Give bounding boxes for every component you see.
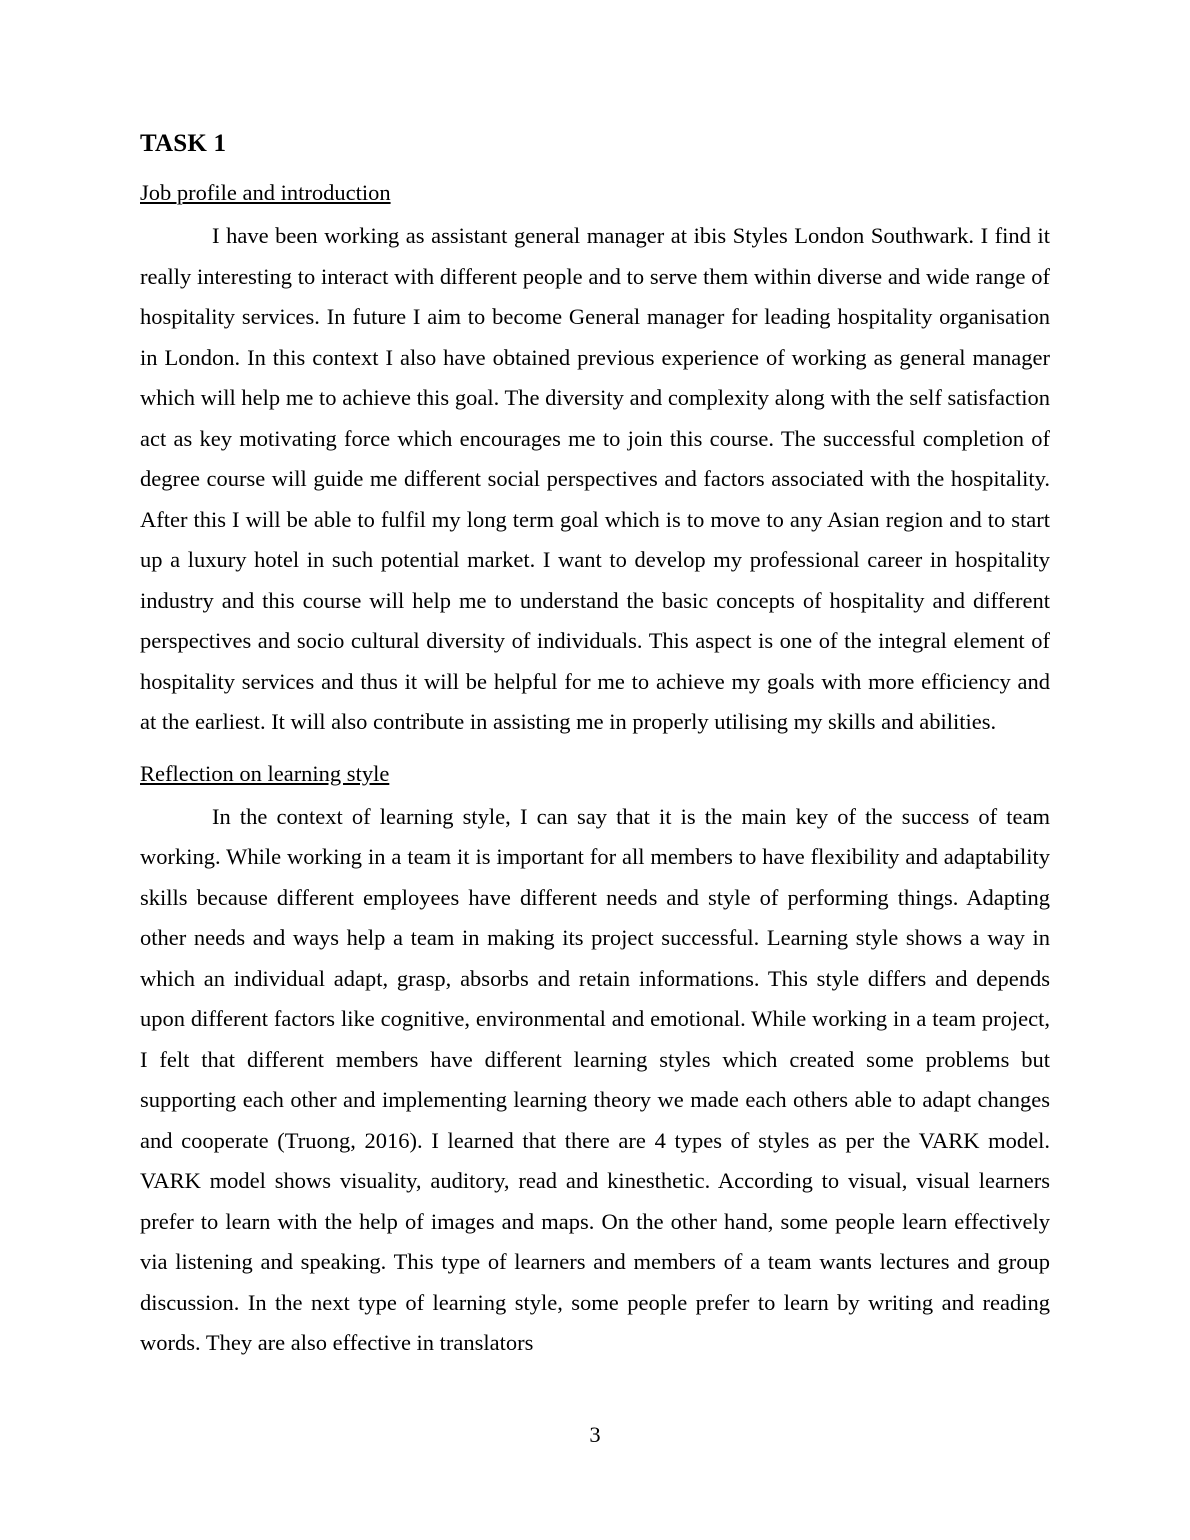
- paragraph-spacer: [140, 749, 1050, 761]
- section-heading-reflection: Reflection on learning style: [140, 760, 390, 786]
- section-paragraph-job-profile: I have been working as assistant general manager at ibis Styles London Southwark. I find it really interesting to interact with different people and to serve them within diverse and wide range of hospitality services. In future I aim to become General manager for leading hospitality organisation in London. In this context I also have obtained previous experience of working as general manager which will help me to achieve this goal. The diversity and complexity along with the self satisfaction act as key motivating force which encourages me to join this course. The successful completion of degree course will guide me different social perspectives and factors associated with the hospitality. After this I will be able to fulfil my long term goal which is to move to any Asian region and to start up a luxury hotel in such potential market. I want to develop my professional career in hospitality industry and this course will help me to understand the basic concepts of hospitality and different perspectives and socio cultural diversity of individuals. This aspect is one of the integral element of hospitality services and thus it will be helpful for me to achieve my goals with more efficiency and at the earliest. It will also contribute in assisting me in properly utilising my skills and abilities.: [140, 223, 1050, 734]
- page-title: TASK 1: [140, 130, 227, 157]
- section-paragraph-reflection: In the context of learning style, I can say that it is the main key of the success of team working. While working in a team it is important for all members to have flexibility and adaptability skills because different employees have different needs and style of performing things. Adapting other needs and ways help a team in making its project successful. Learning style shows a way in which an individual adapt, grasp, absorbs and retain informations. This style differs and depends upon different factors like cognitive, environmental and emotional. While working in a team project, I felt that different members have different learning styles which created some problems but supporting each other and implementing learning theory we made each others able to adapt changes and cooperate (Truong, 2016). I learned that there are 4 types of styles as per the VARK model. VARK model shows visuality, auditory, read and kinesthetic. According to visual, visual learners prefer to learn with the help of images and maps. On the other hand, some people learn effectively via listening and speaking. This type of learners and members of a team wants lectures and group discussion. In the next type of learning style, some people prefer to learn by writing and reading words. They are also effective in translators: [140, 803, 1050, 1355]
- page-number: 3: [589, 1422, 601, 1447]
- section-heading-job-profile: Job profile and introduction: [140, 180, 391, 205]
